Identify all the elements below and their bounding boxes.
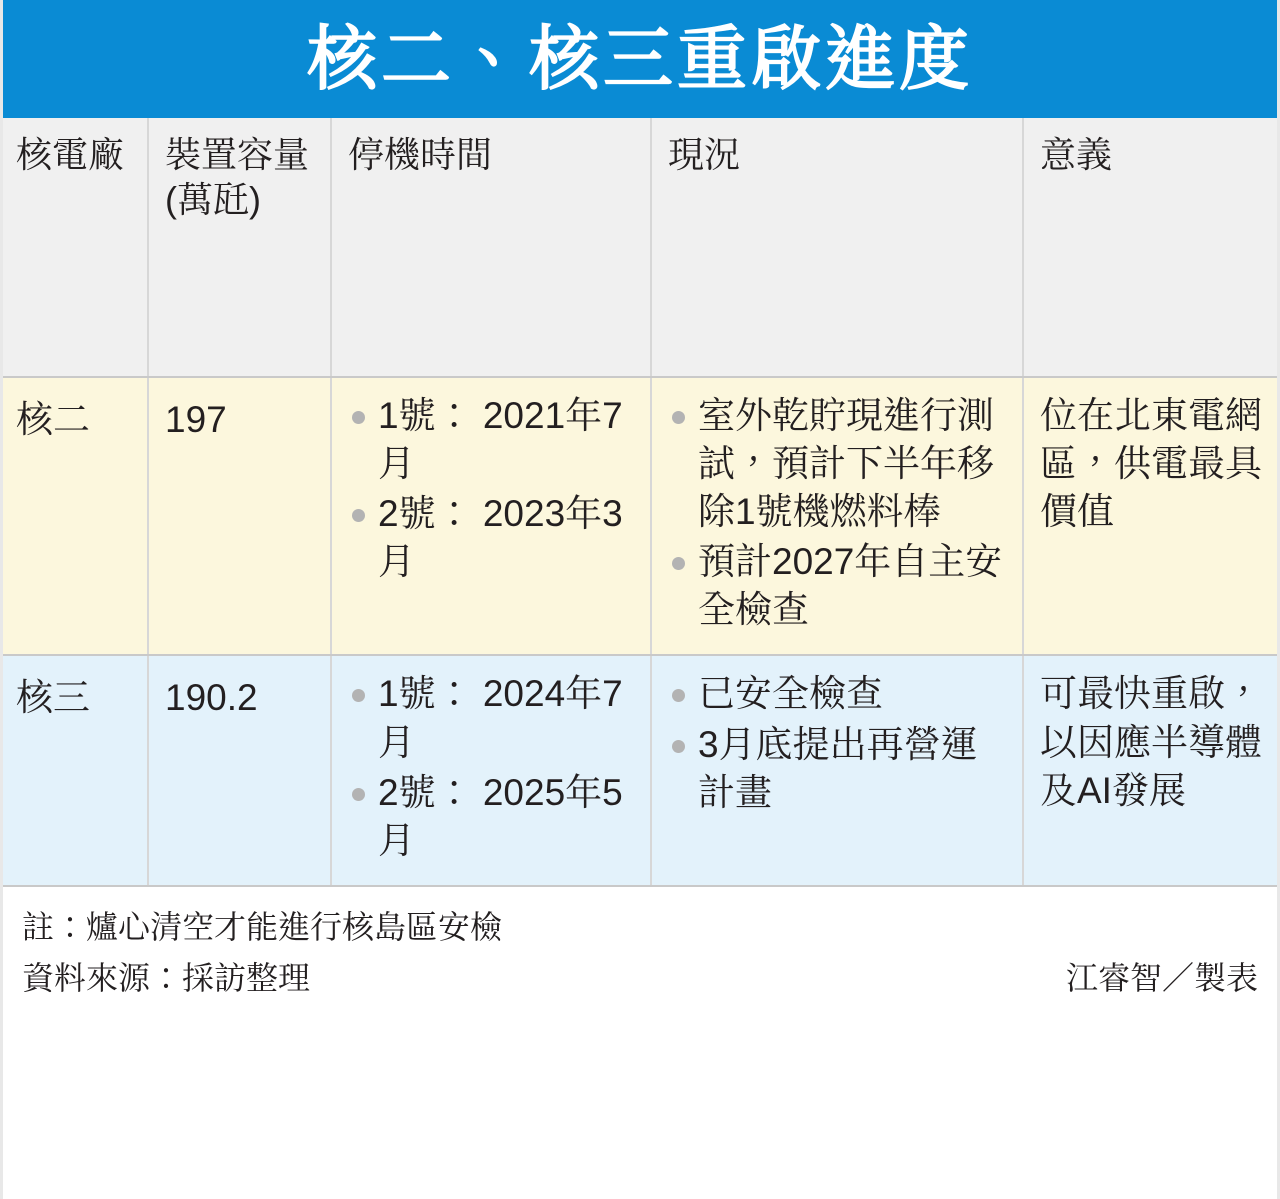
list-item: 2號： 2023年3月 xyxy=(348,490,638,586)
list-item: 1號： 2021年7月 xyxy=(348,392,638,488)
table-row xyxy=(0,377,1280,655)
table-header-row xyxy=(0,118,1280,377)
cell-capacity: 190.2 xyxy=(148,655,331,885)
credit-text: 江睿智／製表 xyxy=(1065,960,1258,997)
left-rule xyxy=(0,0,3,1199)
column-header-shutdown: 停機時間 xyxy=(331,118,651,377)
table-header xyxy=(0,118,1280,377)
column-header-plant: 核電廠 xyxy=(0,118,148,377)
list-item: 已安全檢查 xyxy=(668,670,1010,718)
cell-meaning xyxy=(1023,377,1280,655)
status-list xyxy=(668,392,1010,634)
footnote: 註：爐心清空才能進行核島區安檢 xyxy=(22,908,503,945)
cell-meaning xyxy=(1023,655,1280,885)
shutdown-list xyxy=(348,670,638,864)
source-text: 資料來源：採訪整理 xyxy=(22,960,311,997)
column-header-status: 現況 xyxy=(651,118,1023,377)
cell-plant: 核二 xyxy=(0,377,148,655)
meaning-text: 可最快重啟，以因應半導體及AI發展 xyxy=(1040,673,1262,811)
meaning-text: 位在北東電網區，供電最具價值 xyxy=(1040,395,1262,533)
list-item: 室外乾貯現進行測試，預計下半年移除1號機燃料棒 xyxy=(668,392,1010,536)
cell-capacity: 197 xyxy=(148,377,331,655)
table-row xyxy=(0,655,1280,885)
title-bar xyxy=(0,0,1280,118)
cell-plant: 核三 xyxy=(0,655,148,885)
footer xyxy=(0,887,1280,1199)
cell-shutdown xyxy=(331,655,651,885)
page-title: 核二、核三重啟進度 xyxy=(307,20,973,98)
column-header-capacity: 裝置容量(萬瓩) xyxy=(148,118,331,377)
list-item: 1號： 2024年7月 xyxy=(348,670,638,766)
cell-status xyxy=(651,377,1023,655)
source-row xyxy=(22,954,1258,1004)
list-item: 2號： 2025年5月 xyxy=(348,769,638,865)
list-item: 預計2027年自主安全檢查 xyxy=(668,538,1010,634)
cell-shutdown xyxy=(331,377,651,655)
column-header-meaning: 意義 xyxy=(1023,118,1280,377)
status-list xyxy=(668,670,1010,816)
cell-status xyxy=(651,655,1023,885)
restart-progress-table xyxy=(0,118,1280,887)
shutdown-list xyxy=(348,392,638,586)
list-item: 3月底提出再營運計畫 xyxy=(668,721,1010,817)
table-body xyxy=(0,377,1280,886)
